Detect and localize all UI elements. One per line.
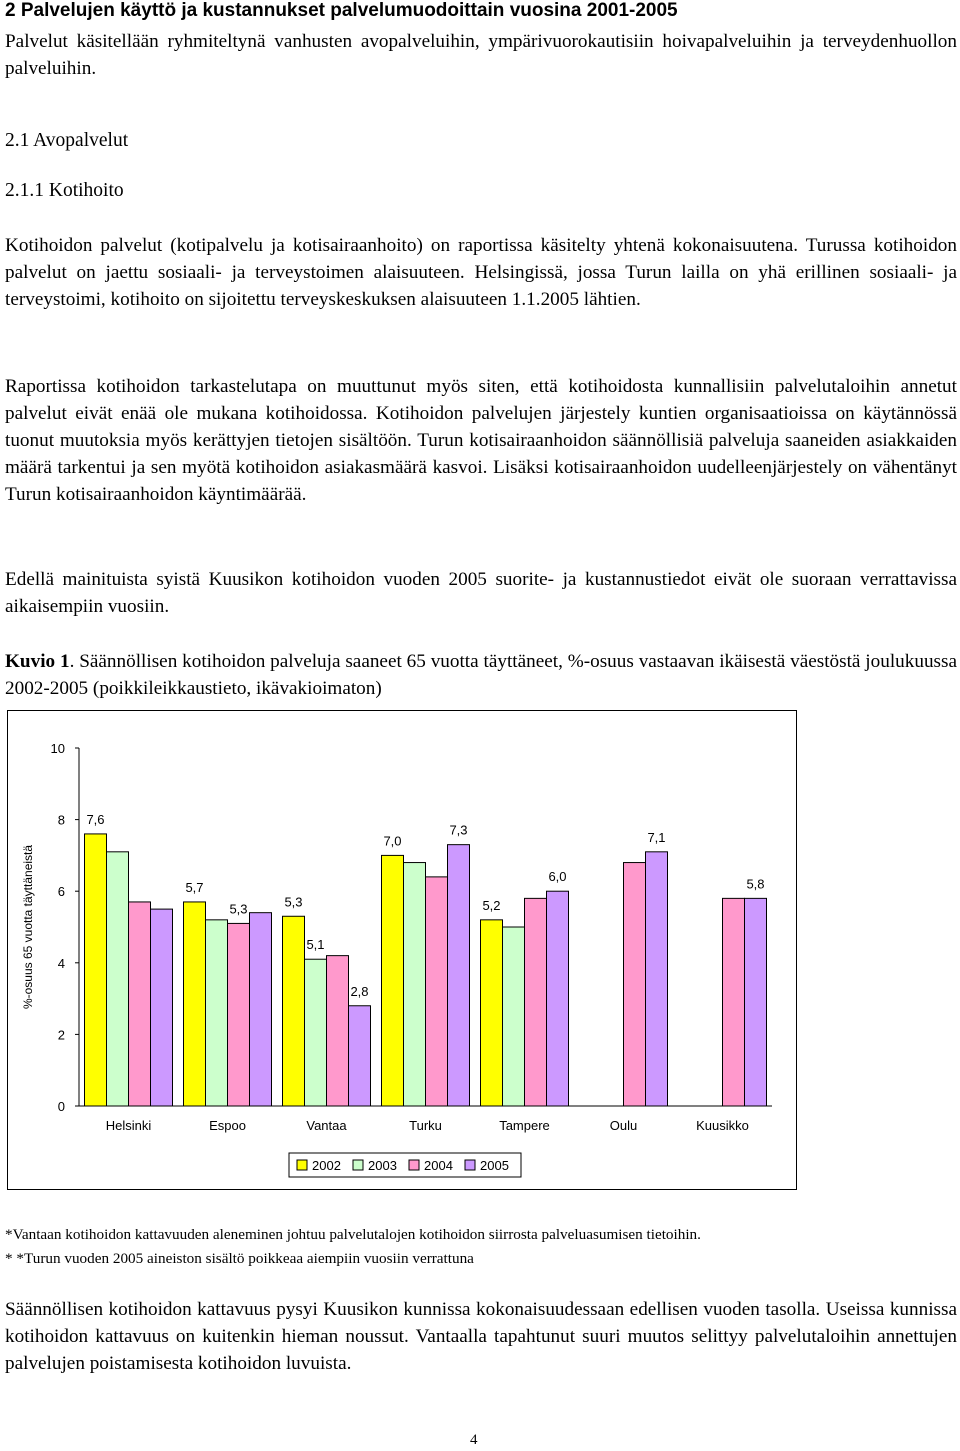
bar-espoo-2004 [228,923,250,1106]
bar-vantaa-2004 [327,956,349,1106]
x-category-label: Turku [409,1118,442,1133]
bar-helsinki-2004 [129,902,151,1106]
footnote-turku: * *Turun vuoden 2005 aineiston sisältö poikkeaa aiempiin vuosiin verrattuna [5,1250,474,1267]
subsubsection-heading: 2.1.1 Kotihoito [5,180,124,201]
paragraph-kattavuus: Säännöllisen kotihoidon kattavuus pysyi Kuusikon kunnissa kokonaisuudessaan edellisen vuoden tasolla. Useissa kunnissa kotihoidon kattavuus on kuitenkin hieman noussut. Vantaalla tapahtunut suuri muutos selittyy palvelutaloihin annettujen palvelujen poistamisesta kotihoidon luvuista. [5,1299,957,1374]
bar-tampere-2005 [547,891,569,1106]
paragraph-kotihoito-intro: Kotihoidon palvelut (kotipalvelu ja kotisairaanhoito) on raportissa käsitelty yhtenä kokonaisuutena. Turussa kotihoidon palvelut on jaettu sosiaali- ja terveystoimen alaisuuteen. Helsingissä, jossa Turun lailla on yhä erillinen sosiaali- ja terveystoimi, kotihoito on sijoitettu terveyskeskuksen alaisuuteen 1.1.2005 lähtien. [5,235,957,310]
x-category-label: Espoo [209,1118,246,1133]
y-tick-label: 10 [50,741,65,756]
legend-label-2003: 2003 [368,1158,397,1173]
page-number: 4 [470,1432,478,1448]
paragraph-vertailu: Edellä mainituista syistä Kuusikon kotihoidon vuoden 2005 suorite- ja kustannustiedot eivät ole suoraan verrattavissa aikaisempiin vuosiin. [5,569,957,617]
x-category-label: Kuusikko [696,1118,749,1133]
legend-swatch-2005 [465,1160,475,1170]
figure-caption-text: . Säännöllisen kotihoidon palveluja saaneet 65 vuotta täyttäneet, %-osuus vastaavan ikäisestä väestöstä joulukuussa 2002-2005 (poikkileikkaustieto, ikävakioimaton) [5,651,957,699]
x-category-label: Vantaa [306,1118,347,1133]
bar-oulu-2004 [624,863,646,1106]
data-label: 7,3 [449,822,468,838]
data-label: 5,3 [229,901,248,917]
bar-turku-2002 [382,855,404,1106]
bar-chart [7,710,797,1190]
bar-turku-2003 [404,863,426,1106]
bar-turku-2005 [448,845,470,1106]
y-axis-label: %-osuus 65 vuotta täyttäneistä [21,844,35,1010]
bar-oulu-2005 [646,852,668,1106]
subsection-heading: 2.1 Avopalvelut [5,130,129,151]
bar-vantaa-2003 [305,959,327,1106]
bar-espoo-2002 [184,902,206,1106]
data-label: 7,0 [383,833,402,849]
y-tick-label: 0 [57,1099,65,1114]
data-label: 6,0 [548,869,567,885]
footnote-vantaa: *Vantaan kotihoidon kattavuuden aleneminen johtuu palvelutalojen kotihoidon siirrosta palveluasumisen tietoihin. [5,1226,701,1243]
data-label: 5,8 [746,876,765,892]
x-category-label: Helsinki [105,1118,152,1133]
x-category-label: Oulu [609,1118,638,1133]
data-label: 5,3 [284,894,303,910]
x-category-label: Tampere [499,1118,550,1133]
chart-svg [7,710,797,1190]
legend-label-2005: 2005 [480,1158,509,1173]
data-label: 5,2 [482,897,501,913]
bar-helsinki-2005 [151,909,173,1106]
bar-espoo-2003 [206,920,228,1106]
intro-paragraph: Palvelut käsitellään ryhmiteltynä vanhusten avopalveluihin, ympärivuorokautisiin hoivapalveluihin ja terveydenhuollon palveluihin. [5,31,957,79]
bar-kuusikko-2004 [723,898,745,1106]
bar-espoo-2005 [250,913,272,1106]
figure-caption [5,648,957,702]
section-heading: 2 Palvelujen käyttö ja kustannukset palvelumuodoittain vuosina 2001-2005 [5,0,678,21]
bar-helsinki-2002 [85,834,107,1106]
figure-label: Kuvio 1 [5,651,70,672]
y-tick-label: 2 [57,1027,65,1043]
y-tick-label: 4 [57,955,65,971]
data-label: 2,8 [350,983,369,999]
legend-label-2002: 2002 [312,1158,341,1173]
y-tick-label: 6 [57,884,65,900]
bar-tampere-2003 [503,927,525,1106]
bar-vantaa-2002 [283,916,305,1106]
legend-swatch-2004 [409,1160,419,1170]
data-label: 7,6 [86,811,105,827]
data-label: 5,7 [185,879,204,895]
data-label: 5,1 [306,937,325,953]
bar-kuusikko-2005 [745,898,767,1106]
legend-swatch-2002 [297,1160,307,1170]
paragraph-tarkastelutapa: Raportissa kotihoidon tarkastelutapa on muuttunut myös siten, että kotihoidosta kunnallisiin palvelutaloihin annetut palvelut eivät enää ole mukana kotihoidossa. Kotihoidon palvelujen järjestely kuntien organisaatioissa on käytännössä tuonut muutoksia myös kerättyjen tietojen sisältöön. Turun kotisairaanhoidon säännöllisiä palveluja saaneiden asiakkaiden määrä tarkentui ja sen myötä kotihoidon asiakasmäärä kasvoi. Lisäksi kotisairaanhoidon uudelleenjärjestely on vähentänyt Turun kotisairaanhoidon käyntimäärää. [5,376,957,505]
bar-tampere-2004 [525,898,547,1106]
y-tick-label: 8 [57,812,65,828]
bar-tampere-2002 [481,920,503,1106]
legend-label-2004: 2004 [424,1158,453,1173]
bar-vantaa-2005 [349,1006,371,1106]
data-label: 7,1 [647,829,666,845]
legend-swatch-2003 [353,1160,363,1170]
bar-turku-2004 [426,877,448,1106]
bar-helsinki-2003 [107,852,129,1106]
